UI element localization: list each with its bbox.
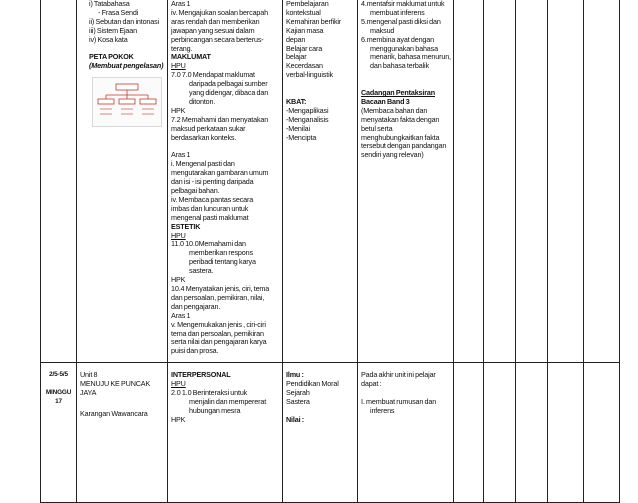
standard-line: dan pengajaran. bbox=[171, 301, 221, 311]
standard-line: puisi dan prosa. bbox=[171, 346, 219, 356]
standard-line: imbas dan luncuran untuk bbox=[171, 203, 249, 213]
hpu-label: HPU bbox=[171, 378, 186, 388]
standard-line: peribadi tentang karya bbox=[189, 257, 256, 267]
approach-line: kontekstual bbox=[286, 7, 321, 17]
content-line: i) Tatabahasa bbox=[89, 0, 130, 8]
lesson-plan-table bbox=[40, 0, 620, 503]
objective-line: membuat inferens bbox=[370, 7, 425, 17]
objective-line: Pada akhir unit ini pelajar bbox=[361, 370, 436, 379]
approach-line: depan bbox=[286, 34, 306, 44]
empty-cell bbox=[516, 363, 548, 503]
content-line: iv) Kosa kata bbox=[89, 34, 128, 44]
standard-line: mengenal pasti maklumat bbox=[171, 212, 249, 222]
nilai-heading: Nilai : bbox=[286, 414, 305, 424]
approach-line: Belajar cara bbox=[286, 43, 323, 53]
content-cell bbox=[77, 363, 168, 503]
objective-line: betul serta bbox=[361, 123, 393, 133]
week-number: 17 bbox=[55, 397, 62, 405]
objective-line: sendiri yang relevan) bbox=[361, 150, 424, 160]
peta-pokok-title: PETA POKOK bbox=[89, 52, 134, 62]
standard-line: perbincangan secara berterus- bbox=[171, 34, 264, 44]
assessment-heading: Cadangan Pentaksiran bbox=[361, 88, 435, 98]
content-line: - Frasa Sendi bbox=[98, 7, 139, 17]
standard-line: iv. Membaca pantas secara bbox=[171, 194, 254, 204]
date-range: 2/5-5/5 bbox=[49, 371, 68, 378]
objective-line: 6.membina ayat dengan bbox=[361, 34, 434, 44]
standard-line: 10.4 Menyatakan jenis, ciri, tema bbox=[171, 283, 270, 293]
band-label: Bacaan Band 3 bbox=[361, 96, 410, 106]
approach-line: Sejarah bbox=[286, 387, 310, 397]
empty-cell bbox=[584, 0, 620, 363]
approach-line: Pendidikan Moral bbox=[286, 378, 339, 388]
hpk-label: HPK bbox=[171, 414, 186, 424]
hpu-label: HPU bbox=[171, 230, 186, 240]
objective-line: (Membaca bahan dan bbox=[361, 105, 428, 115]
objective-line: dan bahasa terbalik bbox=[370, 61, 429, 71]
empty-cell bbox=[454, 0, 484, 363]
approach-line: Kemahiran berfikir bbox=[286, 16, 342, 26]
standard-line: 11.0 10.0Memahami dan bbox=[171, 239, 246, 249]
standard-line: mengutarakan gambaran umum bbox=[171, 168, 269, 178]
content-line: iii) Sistem Ejaan bbox=[89, 25, 137, 35]
standard-line: daripada pelbagai sumber bbox=[189, 79, 268, 89]
objective-line: dapat : bbox=[361, 378, 382, 388]
empty-cell bbox=[516, 0, 548, 363]
section-heading: INTERPERSONAL bbox=[171, 370, 231, 379]
empty-cell bbox=[484, 0, 516, 363]
standard-line: tema dan persoalan, pemikiran bbox=[171, 328, 264, 338]
hpk-label: HPK bbox=[171, 105, 186, 115]
approach-cell bbox=[283, 0, 358, 363]
empty-cell bbox=[454, 363, 484, 503]
topic-label: Karangan Wawancara bbox=[80, 408, 148, 418]
approach-line: Kecerdasan bbox=[286, 61, 323, 71]
objective-cell bbox=[358, 363, 454, 503]
unit-title: JAYA bbox=[80, 387, 97, 397]
standard-line: berdasarkan konteks. bbox=[171, 132, 237, 142]
approach-line: -Menganalisis bbox=[286, 114, 329, 124]
peta-pokok-subtitle: (Membuat pengelasan) bbox=[89, 61, 164, 71]
standard-line: dan isi - isi penting daripada bbox=[171, 177, 254, 187]
empty-cell bbox=[548, 0, 584, 363]
standard-line: 7.0 7.0 Mendapat maklumat bbox=[171, 70, 255, 80]
week-label: MINGGU bbox=[45, 388, 72, 396]
objective-line: I. membuat rumusan dan bbox=[361, 396, 437, 406]
learning-standard-cell bbox=[168, 363, 283, 503]
tree-map-diagram-icon bbox=[92, 77, 162, 127]
table-row-top bbox=[41, 0, 620, 363]
section-heading: ESTETIK bbox=[171, 221, 201, 231]
objective-line: maksud bbox=[370, 25, 395, 35]
standard-line: jawapan yang sesuai dalam bbox=[171, 25, 255, 35]
hpu-label: HPU bbox=[171, 61, 186, 71]
objective-line: menyatakan fakta dengan bbox=[361, 114, 440, 124]
objective-line: menghubungkaitkan fakta bbox=[361, 132, 440, 142]
hpk-label: HPK bbox=[171, 275, 186, 285]
section-heading: MAKLUMAT bbox=[171, 52, 211, 62]
standard-line: terang. bbox=[171, 43, 193, 53]
standard-line: pelbagai bahan. bbox=[171, 186, 220, 196]
standard-line: Aras 1 bbox=[171, 310, 191, 320]
objective-cell bbox=[358, 0, 454, 363]
ilmu-heading: Ilmu : bbox=[286, 370, 304, 379]
approach-line: verbal-linguistik bbox=[286, 70, 333, 80]
unit-title: Unit 8 bbox=[80, 370, 98, 379]
empty-cell bbox=[584, 363, 620, 503]
standard-line: menjalin dan mempererat bbox=[189, 396, 267, 406]
objective-line: tersebut dengan pandangan bbox=[361, 141, 447, 151]
learning-standard-cell bbox=[168, 0, 283, 363]
standard-line: v. Mengemukakan jenis , ciri-ciri bbox=[171, 319, 266, 329]
standard-line: i. Mengenal pasti dan bbox=[171, 159, 235, 169]
standard-line: memberikan respons bbox=[189, 248, 253, 258]
table-row-bottom bbox=[41, 363, 620, 503]
week-cell bbox=[41, 363, 77, 503]
objective-line: inferens bbox=[370, 405, 395, 415]
objective-line: menarik, bahasa menurun, bbox=[370, 52, 451, 62]
standard-line: serta nilai dan pengajaran karya bbox=[171, 337, 267, 347]
objective-line: 5.mengenal pasti diksi dan bbox=[361, 16, 441, 26]
approach-line: Kajian masa bbox=[286, 25, 324, 35]
standard-line: aras rendah dan memberikan bbox=[171, 16, 260, 26]
approach-line: -Mencipta bbox=[286, 132, 317, 142]
approach-line: Sastera bbox=[286, 396, 310, 406]
standard-line: Aras 1 bbox=[171, 150, 191, 160]
standard-line: 2.0 1.0 Berinteraksi untuk bbox=[171, 387, 248, 397]
standard-line: 7.2 Memahami dan menyatakan bbox=[171, 114, 269, 124]
week-cell bbox=[41, 0, 77, 363]
standard-line: yang didengar, dibaca dan bbox=[189, 88, 269, 98]
objective-line: menggunakan bahasa bbox=[370, 43, 438, 53]
standard-line: dan persoalan, pemikiran, nilai, bbox=[171, 292, 265, 302]
content-cell bbox=[77, 0, 168, 363]
standard-line: ditonton. bbox=[189, 96, 216, 106]
standard-line: sastera. bbox=[189, 266, 214, 276]
standard-line: maksud perkataan sukar bbox=[171, 123, 246, 133]
unit-title: MENUJU KE PUNCAK bbox=[80, 378, 151, 388]
approach-line: Pembelajaran bbox=[286, 0, 329, 8]
empty-cell bbox=[548, 363, 584, 503]
empty-cell bbox=[484, 363, 516, 503]
standard-line: Aras 1 bbox=[171, 0, 191, 8]
approach-line: -Mengaplikasi bbox=[286, 105, 329, 115]
objective-line: 4.mentafsir maklumat untuk bbox=[361, 0, 445, 8]
approach-line: belajar bbox=[286, 52, 307, 62]
standard-line: iv. Mengajukan soalan bercapah bbox=[171, 7, 268, 17]
standard-line: hubungan mesra bbox=[189, 405, 241, 415]
content-line: ii) Sebutan dan intonasi bbox=[89, 16, 160, 26]
approach-cell bbox=[283, 363, 358, 503]
kbat-heading: KBAT: bbox=[286, 96, 307, 106]
approach-line: -Menilai bbox=[286, 123, 310, 133]
